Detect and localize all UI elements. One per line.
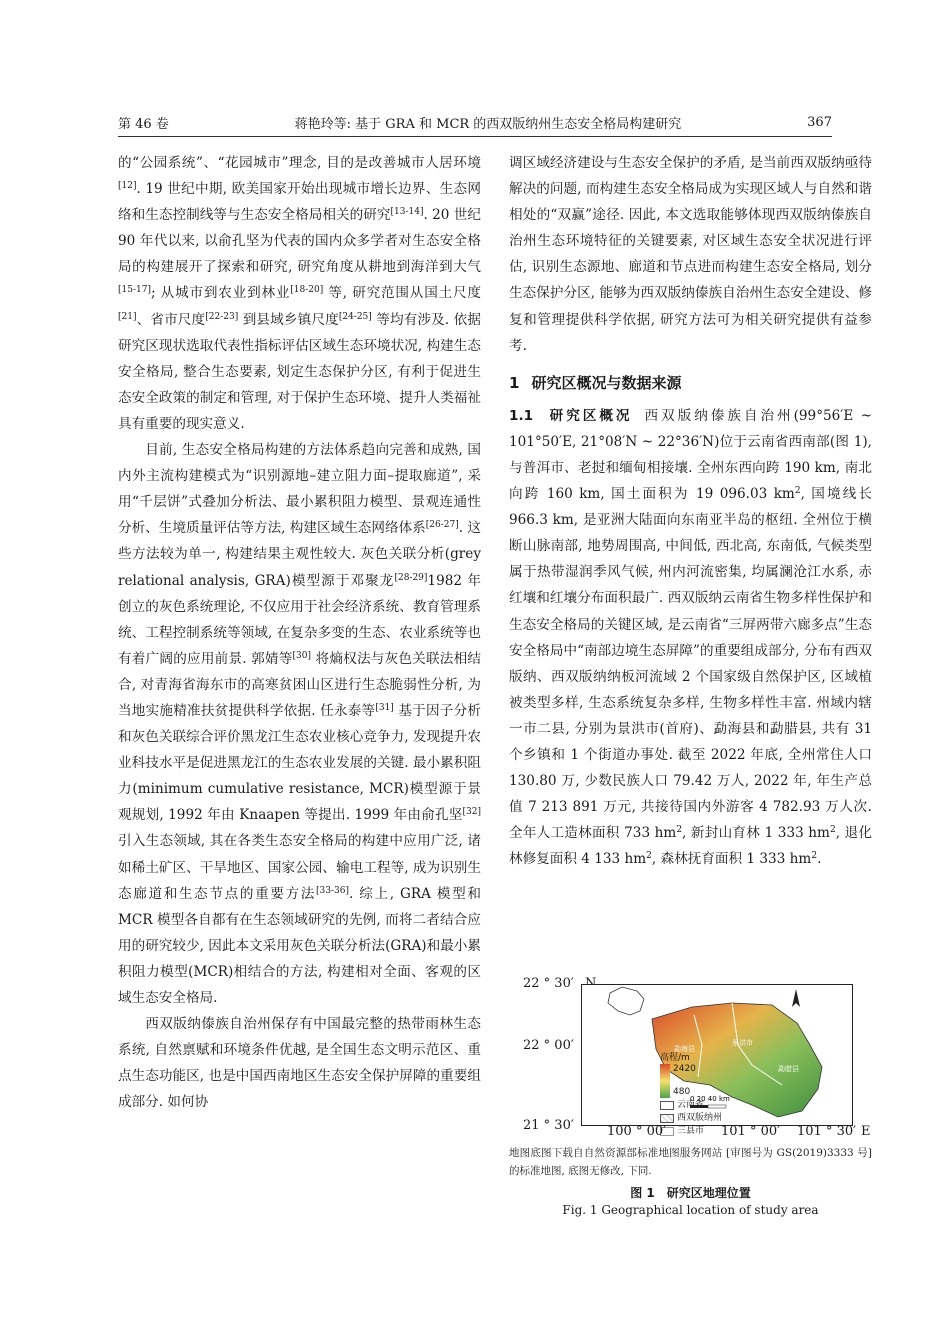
figure-caption-title: 研究区地理位置	[666, 1186, 751, 1200]
citation-superscript: [12]	[118, 181, 137, 192]
volume-label: 第 46 卷	[118, 116, 169, 132]
section-title: 研究区概况与数据来源	[531, 373, 682, 392]
figure-1	[509, 968, 872, 1252]
text-run: 、省市尺度	[136, 311, 206, 328]
text-run: ; 从城市到农业到林业	[150, 285, 291, 302]
legend-high: 2420	[673, 1064, 696, 1074]
study-area-paragraph	[509, 403, 872, 873]
citation-superscript: [22-23]	[205, 311, 239, 322]
citation-superscript: 2	[829, 825, 836, 836]
text-run: 1982 年创立的灰色系统理论, 不仅应用于社会经济系统、教育管理系统、工程控制系统等领域, 在复杂多变的生态、农业系统等也有着广阔的应用前景. 郭婧等	[118, 572, 481, 667]
body-paragraph	[118, 1011, 481, 1115]
legend-item-xsbn: 西双版纳州	[660, 1113, 760, 1124]
page-number: 367	[807, 114, 832, 130]
north-arrow-icon	[792, 989, 800, 1007]
legend-low: 480	[673, 1087, 691, 1097]
text-run: , 新封山育林 1 333 hm	[682, 825, 830, 842]
legend-title: 高程/m	[660, 1053, 690, 1063]
text-run: , 森林抚育面积 1 333 hm	[651, 851, 812, 868]
legend-item-counties: 三县市	[660, 1126, 760, 1137]
body-paragraph	[118, 150, 481, 437]
text-run: 到县域乡镇尺度	[238, 311, 339, 328]
text-run: 等, 研究范围从国土尺度	[323, 285, 481, 302]
citation-superscript: 2	[794, 486, 801, 497]
yunnan-inset-outline	[608, 987, 644, 1015]
running-header	[118, 112, 832, 132]
lat-label-2230: 22 ° 30′	[523, 976, 574, 991]
subsection-title: 研究区概况	[546, 407, 633, 424]
text-run: 等均有涉及. 依据研究区现状选取代表性指标评估区域生态环境状况, 构建生态安全格局, 整合生态要素, 划定生态保护分区, 有利于促进生态安全政策的制定和管理, 对于保护生态环境、提升人类福祉具有重要的现实意义.	[118, 311, 482, 432]
citation-superscript: [31]	[375, 702, 394, 713]
scale-label: 0 20 40 km	[690, 1095, 730, 1103]
right-column	[509, 150, 872, 872]
text-run: , 退化林修复面积 4 133 hm	[509, 825, 872, 868]
citation-superscript: [13-14]	[390, 207, 424, 218]
text-run: , 国境线长 966.3 km, 是亚洲大陆面向东南亚半岛的枢纽. 全州位于横断山脉南部, 地势周围高, 中间低, 西北高, 东南低, 气候类型属于热带湿润季风气候, 州内河流密集, 均属澜沧江水系, 赤红壤和红壤分布面积最广. 西双版纳云南省生物多样性保护和生态安全格局的关键区域, 是云南省“三屏两带六廊多点”生态安全格局中“南部边境生态屏障”的重要组成部分, 分布有西双版纳、西双版纳纳板河流域 2 个国家级自然保护区, 区域植被类型多样, 生态系统复杂多样, 生物多样性丰富. 州域内辖一市二县, 分别为景洪市(首府)、勐海县和勐腊县, 共有 31 个乡镇和 1 个街道办事处. 截至 2022 年底, 全州常住人口 130.80 万, 少数民族人口 79.42 万人, 2022 年, 年生产总值 7 213 891 万元, 共接待国内外游客 4 782.93 万人次. 全年人工造林面积 733 hm	[509, 486, 872, 842]
place-label-mengla: 勐腊县	[778, 1065, 799, 1073]
header-rule	[118, 136, 832, 137]
east-label: E	[861, 1124, 871, 1139]
subsection-heading	[509, 408, 633, 424]
text-run: 目前, 生态安全格局构建的方法体系趋向完善和成熟, 国内外主流构建模式为“识别源地–建立阻力面–提取廊道”, 采用“千层饼”式叠加分析法、最小累积阻力模型、景观连通性分析、生境质量评估等方法, 构建区域生态网络体系	[118, 442, 481, 537]
text-run: . 19 世纪中期, 欧美国家开始出现城市增长边界、生态网络和生态控制线等与生态安全格局相关的研究	[118, 181, 481, 224]
citation-superscript: [26-27]	[425, 520, 459, 531]
elevation-gradient	[660, 1064, 670, 1098]
text-run: 引入生态领域, 其在各类生态安全格局的构建中应用广泛, 诸如稀土矿区、干旱地区、国家公园、输电工程等, 成为识别生态廊道和生态节点的重要方法	[118, 833, 481, 902]
citation-superscript: [15-17]	[118, 285, 151, 296]
legend-item-yunnan: 云南省	[660, 1100, 760, 1111]
text-run: . 这些方法较为单一, 构建结果主观性较大. 灰色关联分析(grey relational analysis, GRA)模型源于邓聚龙	[118, 520, 481, 589]
place-label-menghai: 勐海县	[674, 1045, 695, 1053]
text-run: .	[817, 851, 822, 868]
citation-superscript: 2	[676, 825, 683, 836]
text-run: . 综上, GRA 模型和 MCR 模型各自都有在生态领域研究的先例, 而将二者结合应用的研究较少, 因此本文采用灰色关联分析法(GRA)和最小累积阻力模型(MCR)相结合的方法, 构建相对全面、客观的区域生态安全格局.	[118, 885, 481, 1006]
citation-superscript: [30]	[292, 650, 311, 661]
citation-superscript: 2	[811, 851, 818, 862]
citation-superscript: [21]	[118, 311, 137, 322]
lon-label-10130: 101 ° 30′	[797, 1124, 857, 1139]
citation-superscript: [33-36]	[316, 885, 350, 896]
lon-label-10100: 101 ° 00′	[721, 1124, 781, 1139]
text-run: 的“公园系统”、“花园城市”理念, 目的是改善城市人居环境	[118, 155, 481, 171]
text-run: . 20 世纪 90 年代以来, 以俞孔坚为代表的国内众多学者对生态安全格局的构建展开了探索和研究, 研究角度从耕地到海洋到大气	[118, 207, 482, 276]
figure-source-note: 地图底图下载自自然资源部标准地图服务网站 [审图号为 GS(2019)3333 号] 的标准地图, 底图无修改, 下同.	[509, 1147, 872, 1177]
place-label-jinghong: 景洪市	[732, 1039, 753, 1047]
citation-superscript: [32]	[462, 807, 481, 818]
body-paragraph	[118, 437, 481, 1011]
lat-label-2130: 21 ° 30′	[523, 1118, 574, 1133]
citation-superscript: 2	[646, 851, 652, 862]
citation-superscript: [24-25]	[338, 311, 372, 322]
section-number: 1	[509, 373, 520, 392]
text-run: 西双版纳傣族自治州保存有中国最完整的热带雨林生态系统, 自然禀赋和环境条件优越, 是全国生态文明示范区、重点生态功能区, 也是中国西南地区生态安全保护屏障的重要组成部分. 如何协	[118, 1016, 481, 1111]
running-title: 蒋艳玲等: 基于 GRA 和 MCR 的西双版纳州生态安全格局构建研究	[294, 116, 682, 132]
figure-caption-en: Fig. 1 Geographical location of study area	[562, 1203, 819, 1217]
citation-superscript: [18-20]	[290, 285, 324, 296]
text-run: 西双版纳傣族自治州(99°56′E ~ 101°50′E, 21°08′N ~ 22°36′N)位于云南省西南部(图 1), 与普洱市、老挝和缅甸相接壤. 全州东西向跨 190 km, 南北向跨 160 km, 国土面积为 19 096.03 km	[509, 407, 872, 503]
section-heading	[509, 371, 872, 395]
intro-continued-paragraph: 调区域经济建设与生态安全保护的矛盾, 是当前西双版纳亟待解决的问题, 而构建生态安全格局成为实现区域人与自然和谐相处的“双赢”途径. 因此, 本文选取能够体现西双版纳傣族自治州生态环境特征的关键要素, 对区域生态安全状况进行评估, 识别生态源地、廊道和节点进而构建生态安全格局, 划分生态保护分区, 能够为西双版纳傣族自治州生态安全建设、修复和管理提供科学依据, 研究方法可为相关研究提供有益参考.	[509, 155, 872, 354]
text-run: 基于因子分析和灰色关联综合评价黑龙江生态农业核心竞争力, 发现提升农业科技水平是促进黑龙江的生态农业发展的关键. 最小累积阻力(minimum cumulative resistance, MCR)模型源于景观规划, 1992 年由 Knaapen 等提出. 1999 年由俞孔坚	[118, 702, 481, 824]
figure-caption-label: 图 1	[630, 1186, 655, 1200]
text-run: 将熵权法与灰色关联法相结合, 对青海省海东市的高寒贫困山区进行生态脆弱性分析, 为当地实施精准扶贫提供科学依据. 任永泰等	[118, 650, 481, 719]
lat-label-2200: 22 ° 00′	[523, 1038, 574, 1053]
left-column	[118, 150, 481, 1115]
subsection-number: 1.1	[509, 407, 534, 424]
lon-label-10000: 100 ° 00′	[607, 1124, 667, 1139]
figure-caption-cn	[509, 1184, 872, 1201]
citation-superscript: [28-29]	[394, 572, 428, 583]
